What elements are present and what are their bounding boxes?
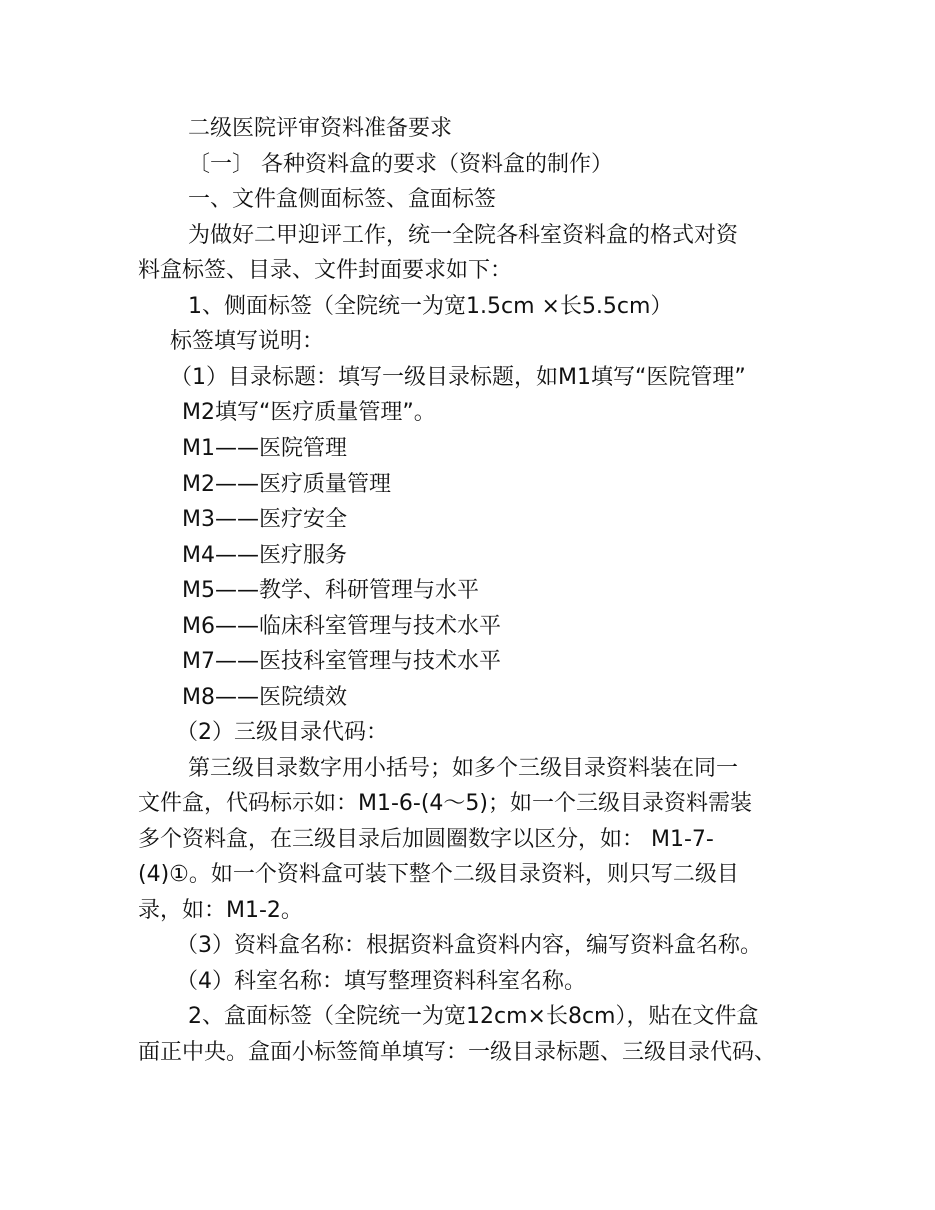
item-heading: 1、侧面标签（全院统一为宽1.5cm ×长5.5cm） (188, 294, 673, 319)
catalog-item: M5——教学、科研管理与水平 (182, 578, 479, 603)
paragraph-line: （3）资料盒名称：根据资料盒资料内容，编写资料盒名称。 (176, 933, 762, 958)
paragraph-line: 录，如：M1-2。 (138, 898, 303, 923)
catalog-item: M4——医疗服务 (182, 543, 347, 568)
paragraph-line: 多个资料盒，在三级目录后加圆圈数字以区分，如： M1-7- (138, 827, 714, 852)
intro-paragraph-line: 为做好二甲迎评工作，统一全院各科室资料盒的格式对资 (188, 223, 739, 248)
paragraph-line: (4)①。如一个资料盒可装下整个二级目录资料，则只写二级目 (138, 862, 739, 887)
item-heading: 2、盒面标签（全院统一为宽12cm×长8cm），贴在文件盒 (188, 1004, 759, 1029)
paragraph-line: （1）目录标题：填写一级目录标题，如M1填写“医院管理” (170, 365, 746, 390)
catalog-item: M3——医疗安全 (182, 507, 347, 532)
document-title: 二级医院评审资料准备要求 (188, 116, 453, 141)
paragraph-line: M2填写“医疗质量管理”。 (182, 400, 436, 425)
paragraph-line: （4）科室名称：填写整理资料科室名称。 (176, 969, 586, 994)
paragraph-line: 文件盒，代码标示如：M1-6-(4～5)；如一个三级目录资料需装 (138, 791, 753, 816)
paragraph-line: 第三级目录数字用小括号；如多个三级目录资料装在同一 (188, 756, 739, 781)
paragraph-heading: （2）三级目录代码： (176, 720, 388, 745)
catalog-item: M2——医疗质量管理 (182, 472, 391, 497)
subsection-heading: 一、文件盒侧面标签、盒面标签 (188, 187, 497, 212)
paragraph-line: 面正中央。盒面小标签简单填写：一级目录标题、三级目录代码、 (138, 1040, 777, 1065)
intro-paragraph-line: 料盒标签、目录、文件封面要求如下： (138, 258, 513, 283)
catalog-item: M1——医院管理 (182, 436, 347, 461)
section-heading: 〔一〕 各种资料盒的要求（资料盒的制作） (188, 152, 613, 177)
label-description-heading: 标签填写说明： (170, 329, 325, 354)
catalog-item: M7——医技科室管理与技术水平 (182, 649, 501, 674)
catalog-item: M8——医院绩效 (182, 685, 347, 710)
catalog-item: M6——临床科室管理与技术水平 (182, 614, 501, 639)
